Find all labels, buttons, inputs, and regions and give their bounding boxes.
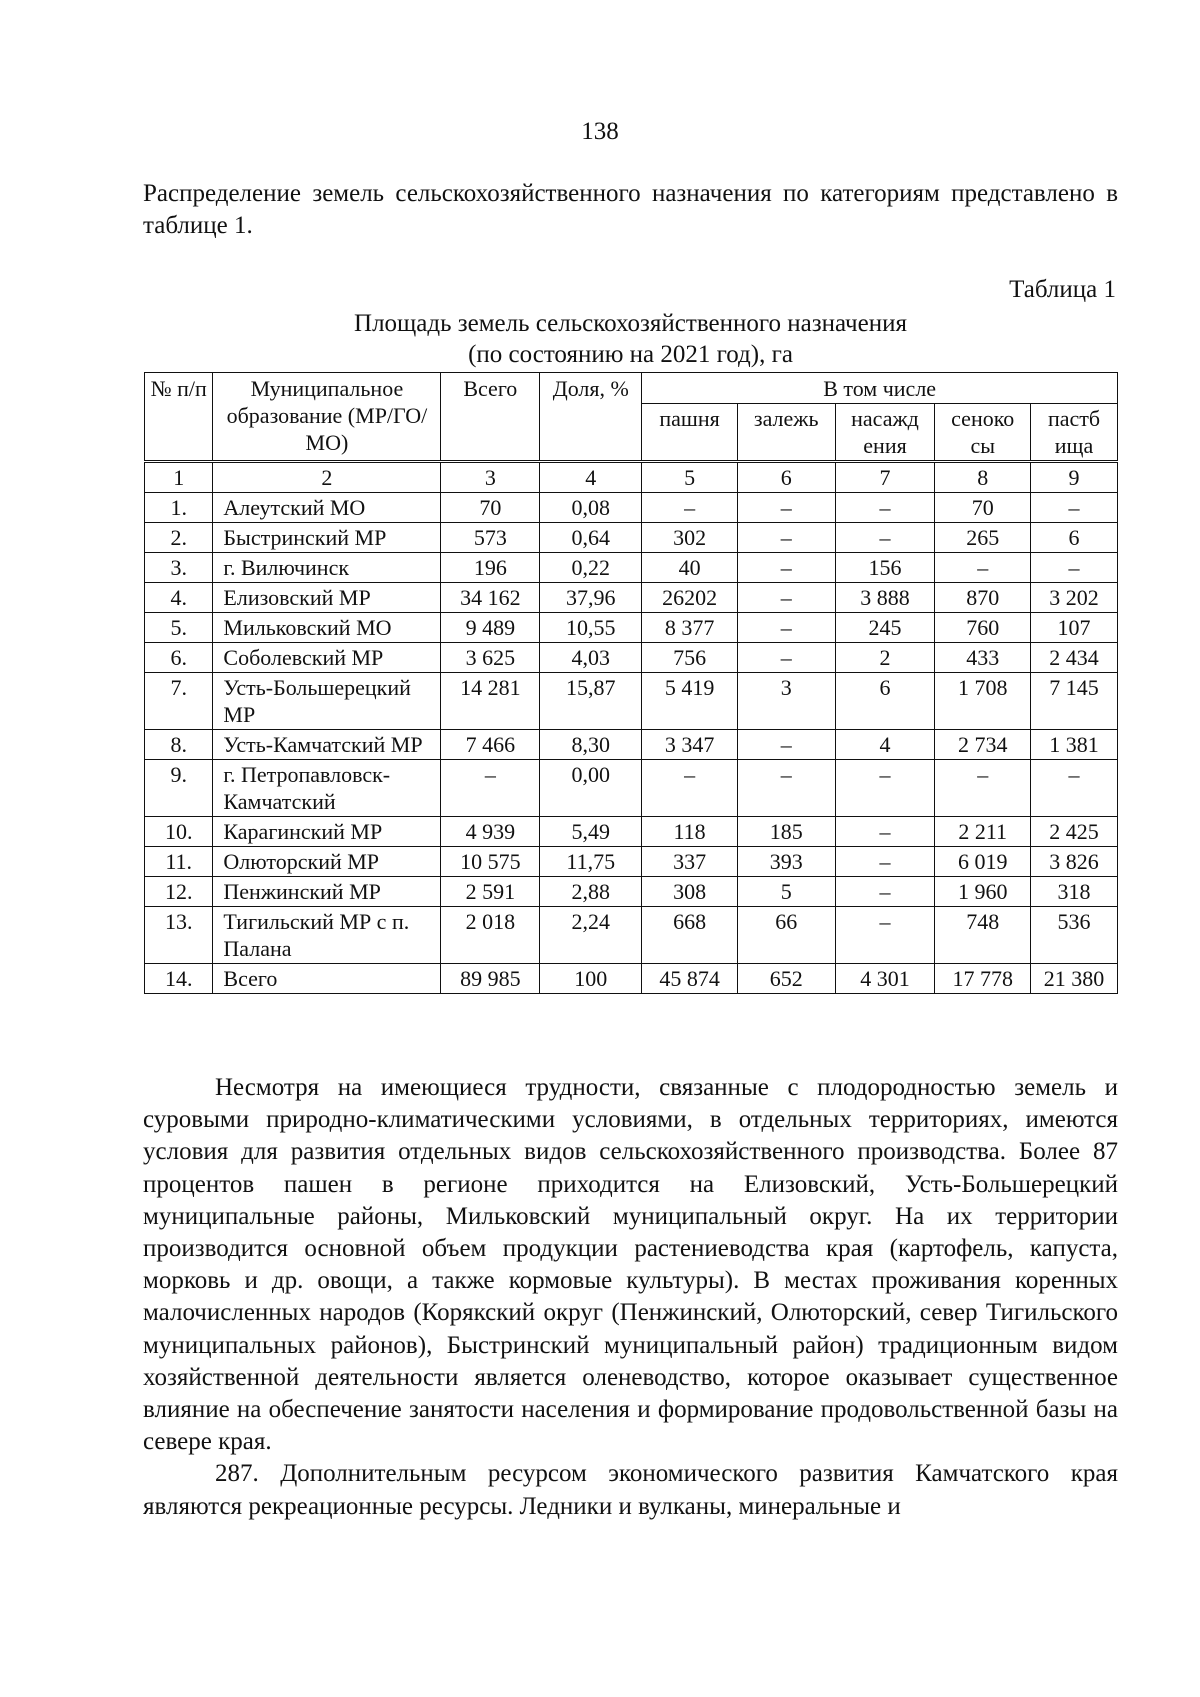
cell-arable: 26202 — [642, 583, 738, 613]
cell-pastures: 318 — [1031, 877, 1118, 907]
cell-hayfields: 748 — [935, 907, 1031, 964]
cell-total: 4 939 — [441, 817, 540, 847]
cell-row-number: 1. — [145, 493, 213, 523]
table-title — [143, 308, 1118, 370]
table-row — [145, 760, 1118, 817]
cell-total: 3 625 — [441, 643, 540, 673]
cell-pastures: 2 434 — [1031, 643, 1118, 673]
cell-municipality: г. Петропавловск-Камчатский — [213, 760, 441, 817]
land-area-table — [144, 372, 1118, 994]
cell-row-number: 13. — [145, 907, 213, 964]
header-pastures: пастб ища — [1031, 404, 1118, 462]
page-number: 138 — [581, 118, 619, 145]
cell-total: 7 466 — [441, 730, 540, 760]
cell-arable: 3 347 — [642, 730, 738, 760]
cell-arable: 45 874 — [642, 964, 738, 994]
paragraph-agriculture: Несмотря на имеющиеся трудности, связанные с плодородностью земель и суровыми природно-климатическими условиями, в отдельных территориях, имеются условия для развития отдельных видов сельскохозяйственного производства. Более 87 процентов пашен в регионе приходится на Елизовский, Усть-Большерецкий муниципальные районы, Мильковский муниципальный округ. На их территории производится основной объем продукции растениеводства края (картофель, капуста, морковь и др. овощи, а также кормовые культуры). В местах проживания коренных малочисленных народов (Корякский округ (Пенжинский, Олюторский, север Тигильского муниципальных районов), Быстринский муниципальный район) традиционным видом хозяйственной деятельности является оленеводство, которое оказывает существенное влияние на обеспечение занятости населения и формирование продовольственной базы на севере края. — [143, 1074, 1118, 1456]
cell-arable: 302 — [642, 523, 738, 553]
header-hayfields: сеноко сы — [935, 404, 1031, 462]
cell-fallow: 66 — [737, 907, 835, 964]
cell-plantings: 6 — [835, 673, 935, 730]
table-row — [145, 673, 1118, 730]
cell-share: 8,30 — [540, 730, 642, 760]
cell-share: 0,64 — [540, 523, 642, 553]
cell-total: 2 018 — [441, 907, 540, 964]
cell-hayfields: 6 019 — [935, 847, 1031, 877]
cell-pastures: 6 — [1031, 523, 1118, 553]
cell-plantings: – — [835, 523, 935, 553]
column-number: 1 — [145, 462, 213, 493]
cell-fallow: – — [737, 730, 835, 760]
table-row — [145, 907, 1118, 964]
table-title-line-1: Площадь земель сельскохозяйственного назначения — [354, 310, 907, 337]
cell-municipality: Елизовский МР — [213, 583, 441, 613]
cell-arable: 8 377 — [642, 613, 738, 643]
cell-plantings: 2 — [835, 643, 935, 673]
cell-municipality: Пенжинский МР — [213, 877, 441, 907]
cell-total: – — [441, 760, 540, 817]
column-number: 2 — [213, 462, 441, 493]
cell-row-number: 4. — [145, 583, 213, 613]
cell-row-number: 7. — [145, 673, 213, 730]
cell-row-number: 12. — [145, 877, 213, 907]
table-row — [145, 877, 1118, 907]
cell-hayfields: 70 — [935, 493, 1031, 523]
cell-row-number: 3. — [145, 553, 213, 583]
cell-municipality: Быстринский МР — [213, 523, 441, 553]
cell-hayfields: 265 — [935, 523, 1031, 553]
column-number: 4 — [540, 462, 642, 493]
cell-municipality: Олюторский МР — [213, 847, 441, 877]
header-arable: пашня — [642, 404, 738, 462]
cell-municipality: Карагинский МР — [213, 817, 441, 847]
cell-pastures: 3 202 — [1031, 583, 1118, 613]
cell-fallow: – — [737, 613, 835, 643]
cell-fallow: – — [737, 643, 835, 673]
cell-plantings: – — [835, 847, 935, 877]
cell-hayfields: 17 778 — [935, 964, 1031, 994]
cell-fallow: – — [737, 493, 835, 523]
cell-row-number: 2. — [145, 523, 213, 553]
cell-fallow: 5 — [737, 877, 835, 907]
cell-total: 14 281 — [441, 673, 540, 730]
cell-municipality: Алеутский МО — [213, 493, 441, 523]
column-number: 3 — [441, 462, 540, 493]
cell-pastures: 536 — [1031, 907, 1118, 964]
header-fallow: залежь — [737, 404, 835, 462]
cell-fallow: – — [737, 760, 835, 817]
cell-fallow: – — [737, 553, 835, 583]
cell-total: 70 — [441, 493, 540, 523]
column-numbers-row — [145, 462, 1118, 493]
cell-share: 100 — [540, 964, 642, 994]
table-label: Таблица 1 — [1009, 276, 1116, 303]
cell-total: 9 489 — [441, 613, 540, 643]
table-title-line-2: (по состоянию на 2021 год), га — [468, 341, 793, 368]
table-row — [145, 643, 1118, 673]
column-number: 6 — [737, 462, 835, 493]
cell-fallow: 3 — [737, 673, 835, 730]
cell-hayfields: 433 — [935, 643, 1031, 673]
column-number: 8 — [935, 462, 1031, 493]
cell-total: 2 591 — [441, 877, 540, 907]
cell-row-number: 5. — [145, 613, 213, 643]
cell-hayfields: 760 — [935, 613, 1031, 643]
header-share: Доля, % — [540, 373, 642, 462]
cell-fallow: 185 — [737, 817, 835, 847]
cell-plantings: – — [835, 817, 935, 847]
cell-municipality: Мильковский МО — [213, 613, 441, 643]
cell-arable: 337 — [642, 847, 738, 877]
table-row — [145, 847, 1118, 877]
cell-plantings: 4 — [835, 730, 935, 760]
cell-municipality: г. Вилючинск — [213, 553, 441, 583]
cell-arable: 118 — [642, 817, 738, 847]
table-row — [145, 493, 1118, 523]
cell-share: 37,96 — [540, 583, 642, 613]
cell-pastures: 7 145 — [1031, 673, 1118, 730]
intro-paragraph: Распределение земель сельскохозяйственного назначения по категориям представлено в таблице 1. — [143, 180, 1118, 239]
cell-plantings: – — [835, 493, 935, 523]
cell-pastures: 1 381 — [1031, 730, 1118, 760]
table-row — [145, 523, 1118, 553]
cell-hayfields: 2 734 — [935, 730, 1031, 760]
cell-total: 89 985 — [441, 964, 540, 994]
cell-share: 5,49 — [540, 817, 642, 847]
cell-total: 196 — [441, 553, 540, 583]
cell-row-number: 10. — [145, 817, 213, 847]
cell-arable: 40 — [642, 553, 738, 583]
cell-fallow: 652 — [737, 964, 835, 994]
cell-share: 4,03 — [540, 643, 642, 673]
cell-pastures: 21 380 — [1031, 964, 1118, 994]
cell-arable: – — [642, 760, 738, 817]
table-row — [145, 583, 1118, 613]
cell-plantings: 245 — [835, 613, 935, 643]
cell-total: 10 575 — [441, 847, 540, 877]
cell-municipality: Тигильский МР с п. Палана — [213, 907, 441, 964]
cell-share: 11,75 — [540, 847, 642, 877]
cell-hayfields: 1 960 — [935, 877, 1031, 907]
table-row — [145, 730, 1118, 760]
cell-plantings: 4 301 — [835, 964, 935, 994]
cell-fallow: 393 — [737, 847, 835, 877]
cell-share: 0,08 — [540, 493, 642, 523]
cell-pastures: – — [1031, 493, 1118, 523]
cell-municipality: Всего — [213, 964, 441, 994]
cell-arable: 308 — [642, 877, 738, 907]
cell-plantings: 156 — [835, 553, 935, 583]
cell-hayfields: – — [935, 553, 1031, 583]
header-plantings: насажд ения — [835, 404, 935, 462]
cell-arable: – — [642, 493, 738, 523]
table-row — [145, 553, 1118, 583]
paragraph-recreation: 287. Дополнительным ресурсом экономического развития Камчатского края являются рекреационные ресурсы. Ледники и вулканы, минеральные и — [143, 1460, 1118, 1520]
cell-municipality: Соболевский МР — [213, 643, 441, 673]
cell-pastures: – — [1031, 760, 1118, 817]
cell-fallow: – — [737, 583, 835, 613]
cell-share: 0,22 — [540, 553, 642, 583]
column-number: 7 — [835, 462, 935, 493]
cell-total: 34 162 — [441, 583, 540, 613]
column-number: 9 — [1031, 462, 1118, 493]
cell-share: 10,55 — [540, 613, 642, 643]
cell-arable: 5 419 — [642, 673, 738, 730]
cell-arable: 756 — [642, 643, 738, 673]
cell-hayfields: – — [935, 760, 1031, 817]
cell-row-number: 8. — [145, 730, 213, 760]
table-row — [145, 817, 1118, 847]
cell-municipality: Усть-Камчатский МР — [213, 730, 441, 760]
cell-hayfields: 870 — [935, 583, 1031, 613]
cell-plantings: – — [835, 760, 935, 817]
header-municipality: Муниципальное образование (МР/ГО/МО) — [213, 373, 441, 462]
cell-row-number: 11. — [145, 847, 213, 877]
cell-share: 0,00 — [540, 760, 642, 817]
cell-pastures: – — [1031, 553, 1118, 583]
cell-plantings: – — [835, 907, 935, 964]
cell-pastures: 3 826 — [1031, 847, 1118, 877]
cell-pastures: 2 425 — [1031, 817, 1118, 847]
body-text — [143, 1072, 1118, 1523]
cell-share: 15,87 — [540, 673, 642, 730]
cell-row-number: 6. — [145, 643, 213, 673]
cell-share: 2,24 — [540, 907, 642, 964]
table-row — [145, 613, 1118, 643]
cell-row-number: 9. — [145, 760, 213, 817]
table-row — [145, 964, 1118, 994]
cell-fallow: – — [737, 523, 835, 553]
header-including: В том числе — [642, 373, 1118, 404]
cell-total: 573 — [441, 523, 540, 553]
cell-municipality: Усть-Большерецкий МР — [213, 673, 441, 730]
cell-row-number: 14. — [145, 964, 213, 994]
cell-pastures: 107 — [1031, 613, 1118, 643]
cell-hayfields: 1 708 — [935, 673, 1031, 730]
header-total: Всего — [441, 373, 540, 462]
cell-share: 2,88 — [540, 877, 642, 907]
cell-plantings: – — [835, 877, 935, 907]
cell-hayfields: 2 211 — [935, 817, 1031, 847]
cell-plantings: 3 888 — [835, 583, 935, 613]
header-number: № п/п — [145, 373, 213, 462]
column-number: 5 — [642, 462, 738, 493]
cell-arable: 668 — [642, 907, 738, 964]
